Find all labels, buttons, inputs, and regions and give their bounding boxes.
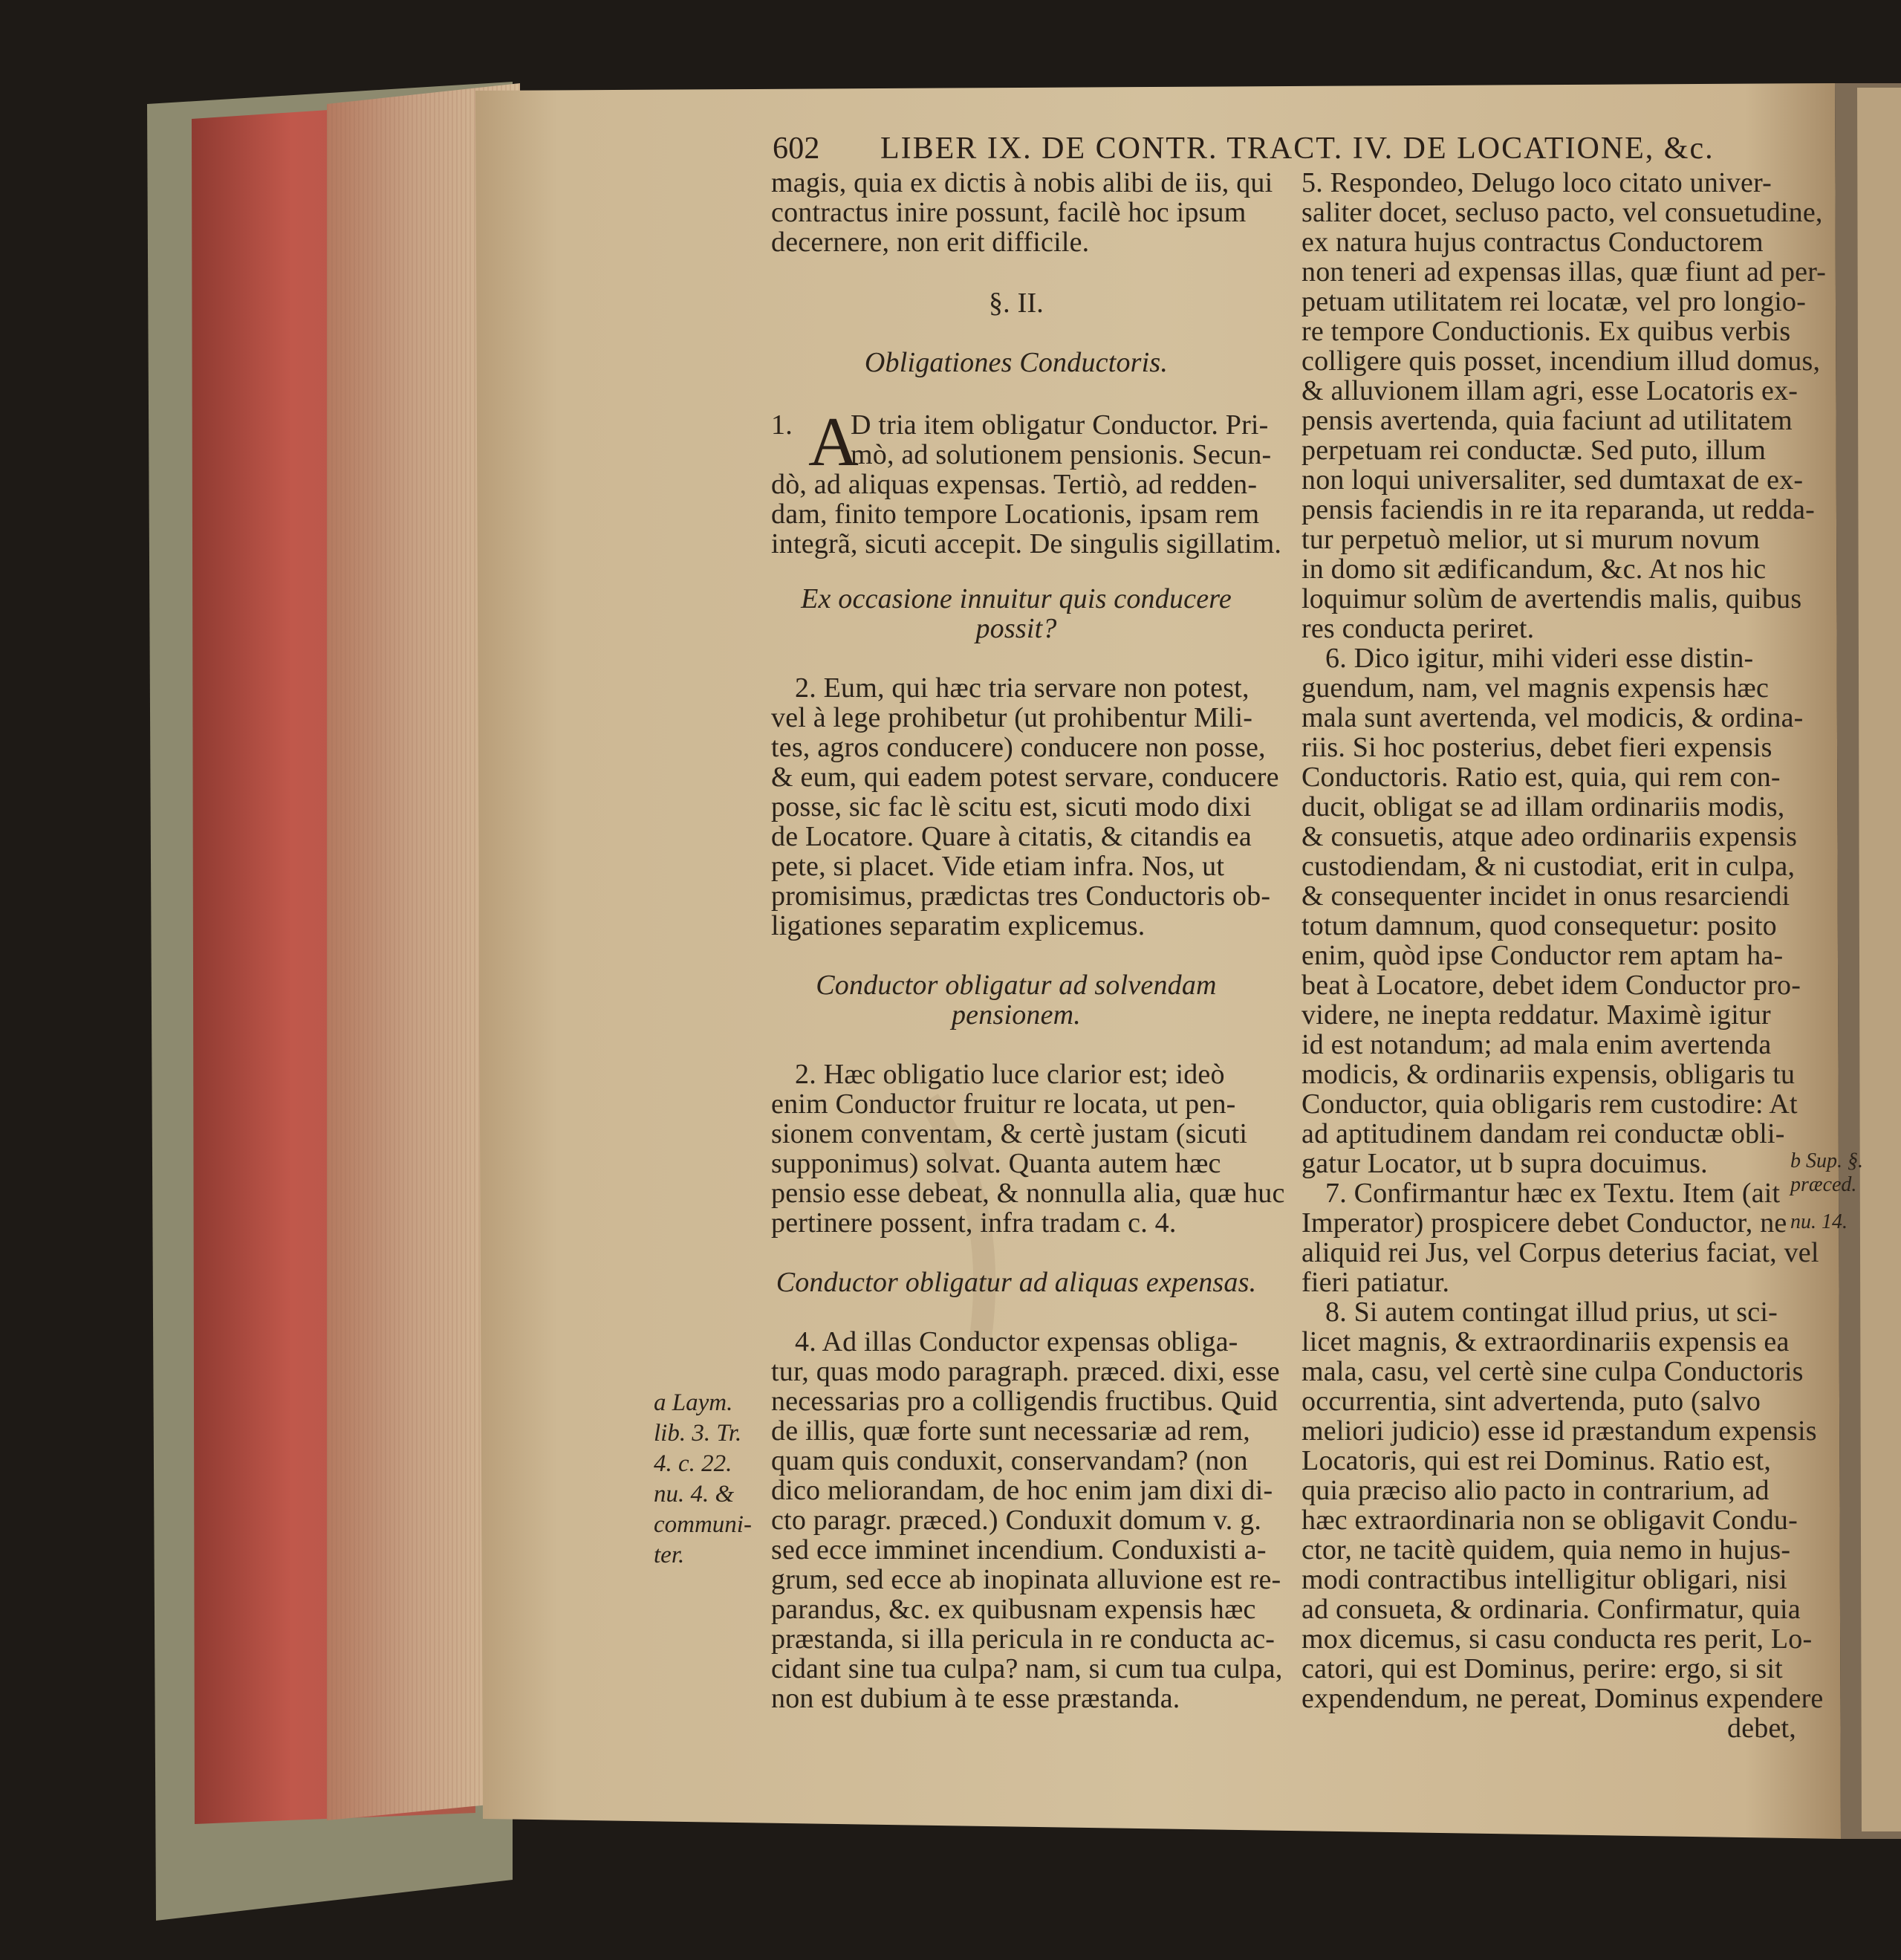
text-line: catori, qui est Dominus, perire: ergo, si sit (1302, 1653, 1783, 1684)
text-line: & eum, qui eadem potest servare, conducere (771, 762, 1279, 793)
text-line: Conductoris. Ratio est, quia, qui rem con- (1302, 762, 1781, 793)
text-line: occurrentia, sint advertenda, puto (salvo (1302, 1386, 1761, 1417)
text-line: quam quis conduxit, conservandam? (non (771, 1445, 1248, 1476)
text-line: 2. Hæc obligatio luce clarior est; ideò (795, 1059, 1225, 1090)
margin-note-line: nu. 14. (1790, 1210, 1848, 1233)
text-line: expendendum, ne pereat, Dominus expendere (1302, 1683, 1824, 1714)
text-line: tur, quas modo paragraph. præced. dixi, esse (771, 1356, 1280, 1387)
subtitle-line: pensionem. (951, 999, 1082, 1031)
text-line: promisimus, prædictas tres Conductoris ob- (771, 880, 1271, 912)
text-line: enim Conductor fruitur re locata, ut pen- (771, 1088, 1236, 1120)
text-line: vel à lege prohibetur (ut prohibentur Mili- (771, 702, 1253, 733)
text-line: supponimus) solvat. Quanta autem hæc (771, 1148, 1221, 1179)
text-line: totum damnum, quod consequetur: posito (1302, 910, 1777, 941)
text-line: integrã, sicuti accepit. De singulis sigillatim. (771, 528, 1282, 559)
text-line: pensis avertenda, quia faciunt ad utilitatem (1302, 405, 1793, 436)
text-line: dam, finito tempore Locationis, ipsam rem (771, 499, 1260, 530)
text-line: fieri patiatur. (1302, 1267, 1450, 1298)
text-line: ad aptitudinem dandam rei conductæ obli- (1302, 1118, 1785, 1149)
text-line: 6. Dico igitur, mihi videri esse distin- (1325, 643, 1754, 674)
drop-cap: A (808, 403, 859, 481)
text-line: & consequenter incidet in onus resarciendi (1302, 880, 1790, 912)
text-line: præstanda, si illa pericula in re conducta ac- (771, 1623, 1276, 1655)
margin-note-line: lib. 3. Tr. (654, 1420, 742, 1447)
text-line: tes, agros conducere) conducere non posse, (771, 732, 1266, 763)
text-line: videre, ne inepta reddatur. Maximè igitur (1302, 999, 1771, 1031)
text-line: necessarias pro a colligendis fructibus. Quid (771, 1386, 1278, 1417)
text-line: pensio esse debeat, & nonnulla alia, quæ huc (771, 1178, 1285, 1209)
text-line: pertinere possent, infra tradam c. 4. (771, 1207, 1177, 1239)
text-line: mox dicemus, si casu conducta res perit, Lo- (1302, 1623, 1813, 1655)
text-line: sionem conventam, & certè justam (sicuti (771, 1118, 1248, 1149)
text-line: re tempore Conductionis. Ex quibus verbis (1302, 316, 1791, 347)
text-line: posse, sic fac lè scitu est, sicuti modo dixi (771, 791, 1252, 822)
text-line: sed ecce imminet incendium. Conduxisti a- (771, 1534, 1267, 1565)
text-line: ctor, ne tacitè quidem, quia nemo in hujus- (1302, 1534, 1791, 1565)
paragraph-number: 1. (771, 409, 793, 441)
text-line: custodiendam, & ni custodiat, erit in culpa, (1302, 851, 1796, 882)
text-line: guendum, nam, vel magnis expensis hæc (1302, 672, 1770, 704)
section-title: Obligationes Conductoris. (864, 347, 1169, 378)
text-line: cto paragr. præced.) Conduxit domum v. g. (771, 1505, 1262, 1536)
margin-note-line: b Sup. §. (1790, 1149, 1863, 1172)
text-line: de Locatore. Quare à citatis, & citandis ea (771, 821, 1252, 852)
text-line: mala, casu, vel certè sine culpa Conductoris (1302, 1356, 1804, 1387)
text-line: contractus inire possunt, facilè hoc ipsum (771, 197, 1247, 228)
running-title: LIBER IX. DE CONTR. TRACT. IV. DE LOCATIONE, &c. (880, 132, 1715, 166)
text-line: pensis faciendis in re ita reparanda, ut redda- (1302, 494, 1815, 525)
catchword: debet, (1727, 1713, 1796, 1744)
text-line: modi contractibus intelligitur obligari, nisi (1302, 1564, 1787, 1595)
text-line: modicis, & ordinariis expensis, obligaris tu (1302, 1059, 1796, 1090)
text-line: Imperator) prospicere debet Conductor, ne (1302, 1207, 1787, 1239)
text-line: enim, quòd ipse Conductor rem aptam ha- (1302, 940, 1784, 971)
text-line: magis, quia ex dictis à nobis alibi de iis, qui (771, 167, 1273, 198)
text-line: cidant sine tua culpa? nam, si cum tua culpa, (771, 1653, 1283, 1684)
text-line: meliori judicio) esse id præstandum expensis (1302, 1415, 1817, 1447)
text-line: decernere, non erit difficile. (771, 227, 1090, 258)
text-line: grum, sed ecce ab inopinata alluvione est re- (771, 1564, 1281, 1595)
subtitle-line: Conductor obligatur ad solvendam (816, 970, 1217, 1001)
text-line: de illis, quæ forte sunt necessariæ ad rem, (771, 1415, 1250, 1447)
text-line: & consuetis, atque adeo ordinariis expensis (1302, 821, 1798, 852)
section-mark: §. II. (988, 288, 1044, 319)
text-line: Conductor, quia obligaris rem custodire: At (1302, 1088, 1798, 1120)
text-line: hæc extraordinaria non se obligavit Condu- (1302, 1505, 1798, 1536)
text-line: parandus, &c. ex quibusnam expensis hæc (771, 1594, 1256, 1625)
margin-note-line: communi- (654, 1511, 752, 1538)
margin-note-line: præced. (1790, 1173, 1857, 1196)
text-line: ex natura hujus contractus Conductorem (1302, 227, 1764, 258)
text-line: 7. Confirmantur hæc ex Textu. Item (ait (1325, 1178, 1781, 1209)
text-line: dò, ad aliquas expensas. Tertiò, ad redden- (771, 469, 1258, 500)
text-line: gatur Locator, ut b supra docuimus. (1302, 1148, 1708, 1179)
text-line: non teneri ad expensas illas, quæ fiunt ad per- (1302, 256, 1827, 288)
text-line: licet magnis, & extraordinariis expensis ea (1302, 1326, 1790, 1357)
text-line: 8. Si autem contingat illud prius, ut sci- (1325, 1297, 1778, 1328)
margin-note-line: ter. (654, 1542, 685, 1568)
text-line: mala sunt avertenda, vel modicis, & ordina- (1302, 702, 1804, 733)
text-line: saliter docet, secluso pacto, vel consuetudine, (1302, 197, 1823, 228)
margin-note-line: a Laym. (654, 1389, 733, 1416)
text-line: non loqui universaliter, sed dumtaxat de ex- (1302, 464, 1804, 496)
text-line: petuam utilitatem rei locatæ, vel pro longio- (1302, 286, 1807, 317)
subtitle-line: Ex occasione innuitur quis conducere (801, 583, 1232, 614)
text-line: mò, ad solutionem pensionis. Secun- (851, 439, 1272, 470)
text-line: D tria item obligatur Conductor. Pri- (851, 409, 1269, 441)
text-line: res conducta periret. (1302, 613, 1535, 644)
text-line: id est notandum; ad mala enim avertenda (1302, 1029, 1772, 1060)
subtitle-line: possit? (975, 613, 1057, 644)
text-line: tur perpetuò melior, ut si murum novum (1302, 524, 1761, 555)
margin-note-line: nu. 4. & (654, 1481, 735, 1508)
text-line: & alluvionem illam agri, esse Locatoris ex- (1302, 375, 1798, 406)
text-line: aliquid rei Jus, vel Corpus deterius faciat, vel (1302, 1237, 1819, 1268)
text-line: colligere quis posset, incendium illud domus, (1302, 345, 1821, 377)
text-line: pete, si placet. Vide etiam infra. Nos, ut (771, 851, 1225, 882)
text-line: dico meliorandam, de hoc enim jam dixi di- (771, 1475, 1273, 1506)
text-line: Locatoris, qui est rei Dominus. Ratio est, (1302, 1445, 1772, 1476)
text-line: beat à Locatore, debet idem Conductor pro- (1302, 970, 1801, 1001)
text-line: ducit, obligat se ad illam ordinariis modis, (1302, 791, 1785, 822)
text-line: quia præciso alio pacto in contrarium, ad (1302, 1475, 1770, 1506)
text-line: 2. Eum, qui hæc tria servare non potest, (795, 672, 1250, 704)
text-line: perpetuam rei conductæ. Sed puto, illum (1302, 435, 1767, 466)
text-line: non est dubium à te esse præstanda. (771, 1683, 1180, 1714)
text-line: ligationes separatim explicemus. (771, 910, 1146, 941)
page-number: 602 (773, 132, 820, 166)
text-line: riis. Si hoc posterius, debet fieri expensis (1302, 732, 1772, 763)
subtitle-line: Conductor obligatur ad aliquas expensas. (776, 1267, 1257, 1298)
margin-note-line: 4. c. 22. (654, 1450, 732, 1477)
text-line: 4. Ad illas Conductor expensas obliga- (795, 1326, 1238, 1357)
text-line: ad consueta, & ordinaria. Confirmatur, quia (1302, 1594, 1801, 1625)
text-line: in domo sit ædificandum, &c. At nos hic (1302, 554, 1767, 585)
text-line: loquimur solùm de avertendis malis, quibus (1302, 583, 1802, 614)
text-line: 5. Respondeo, Delugo loco citato univer- (1302, 167, 1772, 198)
